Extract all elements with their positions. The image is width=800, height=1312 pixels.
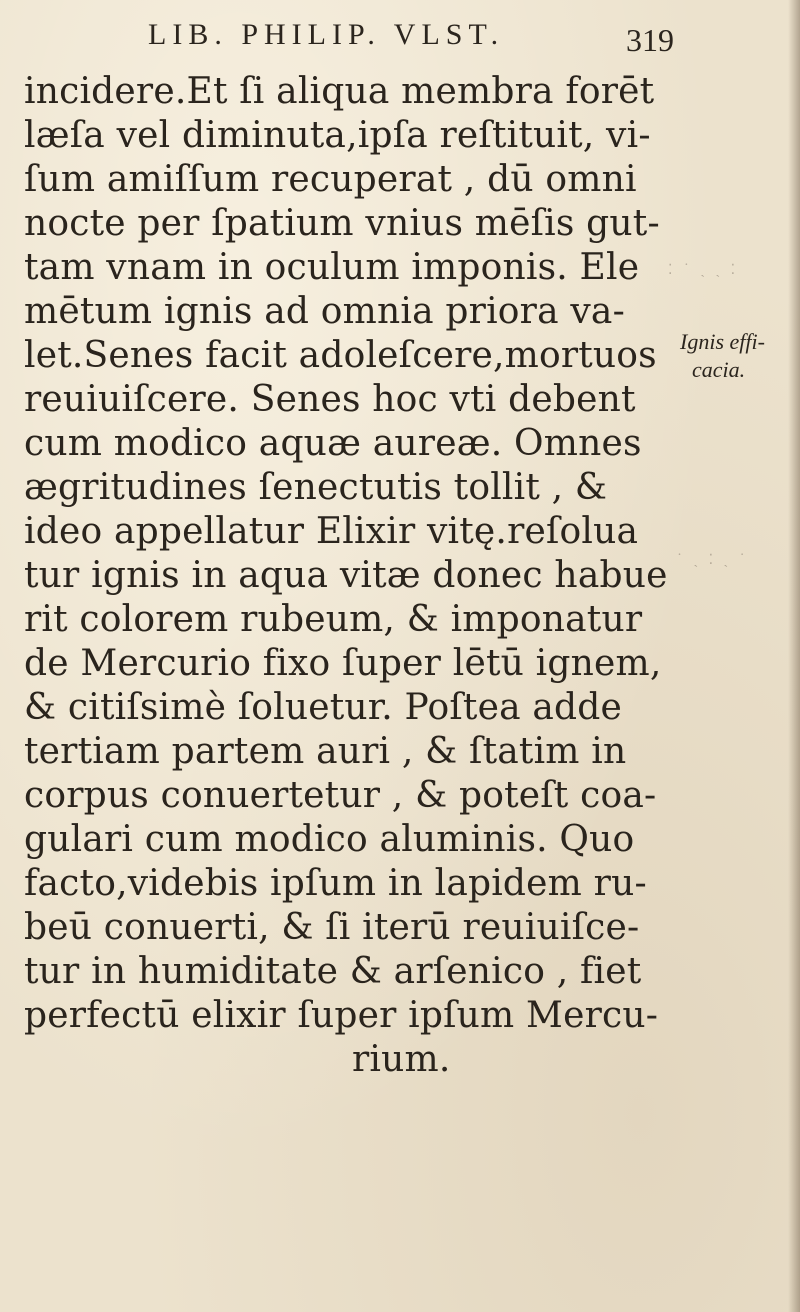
text-line: ideo appellatur Elixir vitę.reſolua: [24, 511, 639, 552]
text-line: tertiam partem auri , & ſtatim in: [24, 731, 627, 772]
ink-specks: ⁚ ˙ ˏ ˎ ⁚: [668, 262, 739, 278]
text-line: facto,videbis ipſum in lapidem ru-: [24, 863, 647, 904]
text-line: perfectū elixir ſuper ipſum Mercu-: [24, 995, 659, 1036]
marginal-note-line: Ignis effi-: [680, 329, 765, 354]
text-line-last: rium.: [352, 1039, 451, 1080]
running-title: LIB. PHILIP. VLST.: [148, 18, 505, 51]
text-line: & citiſsimè ſoluetur. Poſtea adde: [24, 687, 623, 728]
text-line: tur in humiditate & arſenico , fiet: [24, 951, 642, 992]
ink-specks: ˙ ˎ ⁚ ˏ ˙: [676, 552, 749, 568]
text-line: cum modico aquæ aureæ. Omnes: [24, 423, 642, 464]
text-line: gulari cum modico aluminis. Quo: [24, 819, 635, 860]
text-line: ægritudines ſenectutis tollit , &: [24, 467, 608, 508]
text-line: reuiuiſcere. Senes hoc vti debent: [24, 379, 636, 420]
text-line: corpus conuertetur , & poteſt coa-: [24, 775, 657, 816]
body-text: [24, 70, 668, 1082]
page-number: 319: [626, 22, 674, 58]
text-line: tam vnam in oculum imponis. Ele: [24, 247, 640, 288]
text-line: let.Senes facit adoleſcere,mortuos: [24, 335, 657, 376]
text-line: de Mercurio fixo ſuper lētū ignem,: [24, 643, 662, 684]
text-line: beū conuerti, & ſi iterū reuiuiſce-: [24, 907, 640, 948]
page-spine-shadow: [788, 0, 800, 1312]
text-line: mētum ignis ad omnia priora va-: [24, 291, 625, 332]
marginal-note-line: cacia.: [692, 357, 746, 382]
text-line: tur ignis in aqua vitæ donec habue: [24, 555, 668, 596]
text-line: ſum amiſſum recuperat , dū omni: [24, 159, 637, 200]
text-line: rit colorem rubeum, & imponatur: [24, 599, 643, 640]
marginal-note: [680, 328, 765, 384]
text-line: incidere.Et ſi aliqua membra forēt: [24, 71, 655, 112]
text-line: nocte per ſpatium vnius mēſis gut-: [24, 203, 660, 244]
text-line: læſa vel diminuta,ipſa reſtituit, vi-: [24, 115, 651, 156]
